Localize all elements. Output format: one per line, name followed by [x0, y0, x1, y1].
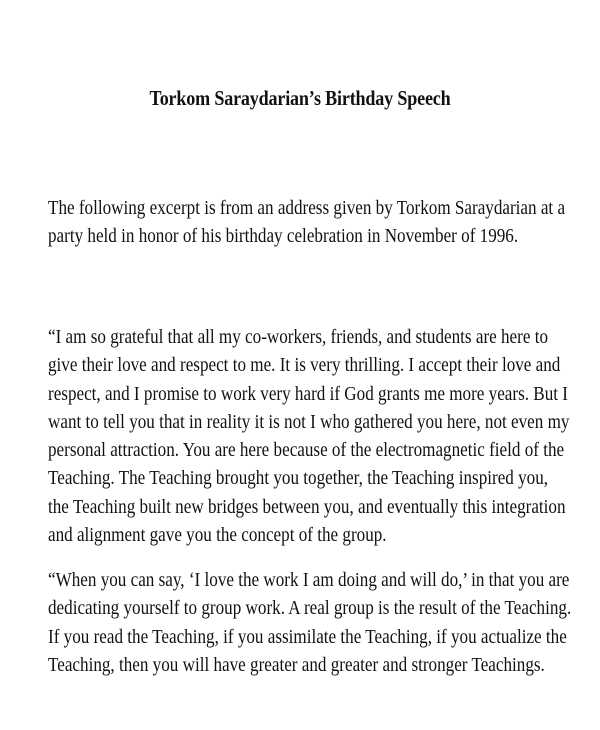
paragraph-line: dedicating yourself to group work. A real group is the result of the Teaching. — [48, 597, 572, 620]
paragraph-line: Teaching. The Teaching brought you together, the Teaching inspired you, — [48, 467, 549, 490]
document-title: Torkom Saraydarian’s Birthday Speech — [149, 86, 451, 110]
quote-paragraph-1 — [48, 323, 568, 549]
paragraph-line: Teaching, then you will have greater and greater and stronger Teachings. — [48, 653, 545, 676]
paragraph-line: personal attraction. You are here because of the electromagnetic field of the — [48, 439, 565, 462]
paragraph-line: The following excerpt is from an address given by Torkom Saraydarian at a — [48, 197, 566, 219]
quote-paragraph-2 — [48, 566, 572, 679]
paragraph-line: want to tell you that in reality it is not I who gathered you here, not even my — [48, 410, 570, 433]
paragraph-line: give their love and respect to me. It is very thrilling. I accept their love and — [48, 354, 561, 377]
paragraph-line: party held in honor of his birthday celebration in November of 1996. — [48, 225, 519, 248]
paragraph-line: respect, and I promise to work very hard if God grants me more years. But I — [48, 382, 568, 405]
paragraph-line: “When you can say, ‘I love the work I am doing and will do,’ in that you are — [48, 569, 570, 591]
paragraph-line: If you read the Teaching, if you assimilate the Teaching, if you actualize the — [48, 625, 567, 648]
intro-paragraph — [48, 194, 568, 251]
paragraph-line: the Teaching built new bridges between you, and eventually this integration — [48, 495, 566, 518]
paragraph-line: and alignment gave you the concept of the group. — [48, 524, 387, 547]
paragraph-line: “I am so grateful that all my co-workers, friends, and students are here to — [48, 326, 549, 348]
